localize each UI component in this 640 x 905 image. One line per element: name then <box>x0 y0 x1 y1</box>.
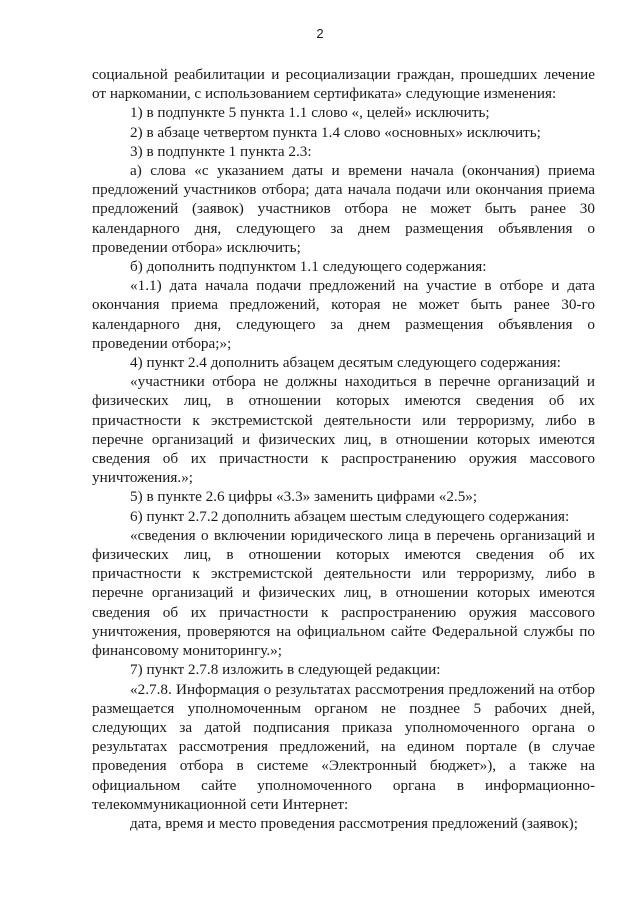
paragraph: «1.1) дата начала подачи предложений на участие в отборе и дата окончания приема предложений, которая не может быть ранее 30-го календарного дня, следующего за днем размещения объявления о проведении отбора;»; <box>92 277 595 352</box>
paragraph: дата, время и место проведения рассмотрения предложений (заявок); <box>130 814 578 832</box>
paragraph: 6) пункт 2.7.2 дополнить абзацем шестым следующего содержания: <box>130 507 570 525</box>
paragraph: 7) пункт 2.7.8 изложить в следующей редакции: <box>130 661 441 679</box>
paragraph: 4) пункт 2.4 дополнить абзацем десятым следующего содержания: <box>130 354 561 372</box>
paragraph: 5) в пункте 2.6 цифры «3.3» заменить цифрами «2.5»; <box>130 488 478 506</box>
paragraph: 2) в абзаце четвертом пункта 1.4 слово «основных» исключить; <box>130 123 541 141</box>
paragraph: «2.7.8. Информация о результатах рассмотрения предложений на отбор размещается уполномоченным органом не позднее 5 рабочих дней, следующих за датой подписания приказа уполномоченного органа о результатах рассмотрения предложений, на едином портале (в случае проведения отбора в системе «Электронный бюджет»), а также на официальном сайте уполномоченного органа в информационно-телекоммуникационной сети Интернет: <box>92 680 595 813</box>
paragraph: «сведения о включении юридического лица в перечень организаций и физических лиц, в отношении которых имеются сведения об их причастности к экстремистской деятельности или терроризму, либо в перечне организаций и физических лиц, в отношении которых имеются сведения об их причастности к распространению оружия массового уничтожения, проверяются на официальном сайте Федеральной службы по финансовому мониторингу.»; <box>92 526 595 660</box>
paragraph: социальной реабилитации и ресоциализации граждан, прошедших лечение от наркомании, с использованием сертификата» следующие изменения: <box>92 66 595 103</box>
paragraph: б) дополнить подпунктом 1.1 следующего содержания: <box>130 258 487 276</box>
document-body <box>92 65 595 833</box>
paragraph: а) слова «с указанием даты и времени начала (окончания) приема предложений участников отбора; дата начала подачи или окончания приема предложений (заявок) участников отбора не может быть ранее 30 календарного дня, следующего за днем размещения объявления о проведении отбора» исключить; <box>92 162 595 256</box>
paragraph: 1) в подпункте 5 пункта 1.1 слово «, целей» исключить; <box>130 104 490 122</box>
page-number: 2 <box>316 26 324 41</box>
paragraph: «участники отбора не должны находиться в перечне организаций и физических лиц, в отношении которых имеются сведения об их причастности к экстремистской деятельности или терроризму, либо в перечне организаций и физических лиц, в отношении которых имеются сведения об их причастности к распространению оружия массового уничтожения.»; <box>92 373 595 487</box>
paragraph: 3) в подпункте 1 пункта 2.3: <box>130 142 312 160</box>
